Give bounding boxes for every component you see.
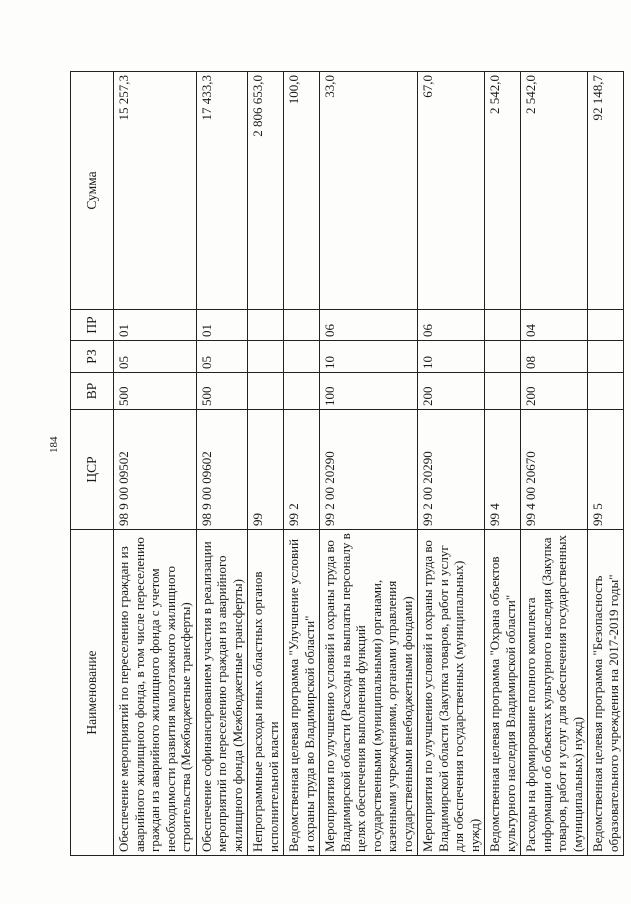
cell-name: Расходы на формирование полного комплекта информации об объектах культурного наследия (Закупка товаров, работ и услуг для обеспечения государственных (муниципальных) нужд) [521,530,588,856]
cell-sum: 17 433,3 [196,72,248,310]
rotated-page-content [70,72,623,856]
cell-csr: 99 2 00 20290 [418,410,485,530]
cell-name: Ведомственная целевая программа "Безопасность образовательного учреждения на 2017-2019 годы" [588,530,624,856]
cell-rz [248,341,284,373]
cell-pr: 06 [320,310,418,341]
cell-sum: 67,0 [418,72,485,310]
cell-csr: 99 2 00 20290 [320,410,418,530]
cell-rz: 05 [114,341,197,373]
cell-rz: 10 [320,341,418,373]
cell-pr: 06 [418,310,485,341]
cell-pr [248,310,284,341]
cell-name: Ведомственная целевая программа "Охрана объектов культурного наследия Владимирской области" [485,530,521,856]
cell-vr [588,373,624,410]
cell-vr: 100 [320,373,418,410]
table-row [284,72,320,856]
table-row [418,72,485,856]
page-number: 184 [48,436,60,453]
cell-rz: 10 [418,341,485,373]
table-row [248,72,284,856]
cell-rz [588,341,624,373]
cell-name: Мероприятия по улучшению условий и охраны труда во Владимирской области (Расходы на выплаты персоналу в целях обеспечения выполнения функций государственными (муниципальными) органами, казенными учреждениями, органами управления государственными внебюджетными фондами) [320,530,418,856]
cell-pr [284,310,320,341]
header-vr: ВР [71,373,114,410]
cell-csr: 98 9 00 09602 [196,410,248,530]
cell-pr: 01 [196,310,248,341]
cell-pr: 01 [114,310,197,341]
cell-sum: 100,0 [284,72,320,310]
cell-sum: 2 542,0 [521,72,588,310]
cell-vr: 500 [196,373,248,410]
cell-sum: 2 542,0 [485,72,521,310]
cell-vr [485,373,521,410]
cell-rz: 08 [521,341,588,373]
table-row [320,72,418,856]
cell-vr: 200 [521,373,588,410]
table-header-row [71,72,114,856]
header-rz: РЗ [71,341,114,373]
cell-csr: 99 4 [485,410,521,530]
cell-name: Мероприятия по улучшению условий и охраны труда во Владимирской области (Закупка товаров, работ и услуг для обеспечения государственных (муниципальных) нужд) [418,530,485,856]
cell-csr: 99 5 [588,410,624,530]
cell-name: Ведомственная целевая программа "Улучшение условий и охраны труда во Владимирской области" [284,530,320,856]
cell-rz: 05 [196,341,248,373]
cell-sum: 2 806 653,0 [248,72,284,310]
cell-rz [284,341,320,373]
table-row [114,72,197,856]
cell-sum: 15 257,3 [114,72,197,310]
cell-csr: 99 2 [284,410,320,530]
table-row [485,72,521,856]
cell-sum: 33,0 [320,72,418,310]
cell-pr [588,310,624,341]
header-name: Наименование [71,530,114,856]
cell-csr: 99 4 00 20670 [521,410,588,530]
table-row [521,72,588,856]
cell-vr: 500 [114,373,197,410]
cell-pr: 04 [521,310,588,341]
budget-table [70,71,624,856]
cell-sum: 92 148,7 [588,72,624,310]
cell-csr: 99 [248,410,284,530]
cell-vr: 200 [418,373,485,410]
header-sum: Сумма [71,72,114,310]
header-pr: ПР [71,310,114,341]
cell-vr [248,373,284,410]
cell-rz [485,341,521,373]
header-csr: ЦСР [71,410,114,530]
table-row [588,72,624,856]
cell-vr [284,373,320,410]
cell-name: Обеспечение софинансированием участия в реализации мероприятий по переселению граждан из аварийного жилищного фонда (Межбюджетные трансферты) [196,530,248,856]
table-row [196,72,248,856]
cell-pr [485,310,521,341]
cell-name: Обеспечение мероприятий по переселению граждан из аварийного жилищного фонда, в том числе переселению граждан из аварийного жилищного фонда с учетом необходимости развития малоэтажного жилищного строительства (Межбюджетные трансферты) [114,530,197,856]
cell-csr: 98 9 00 09502 [114,410,197,530]
cell-name: Непрограммные расходы иных областных органов исполнительной власти [248,530,284,856]
